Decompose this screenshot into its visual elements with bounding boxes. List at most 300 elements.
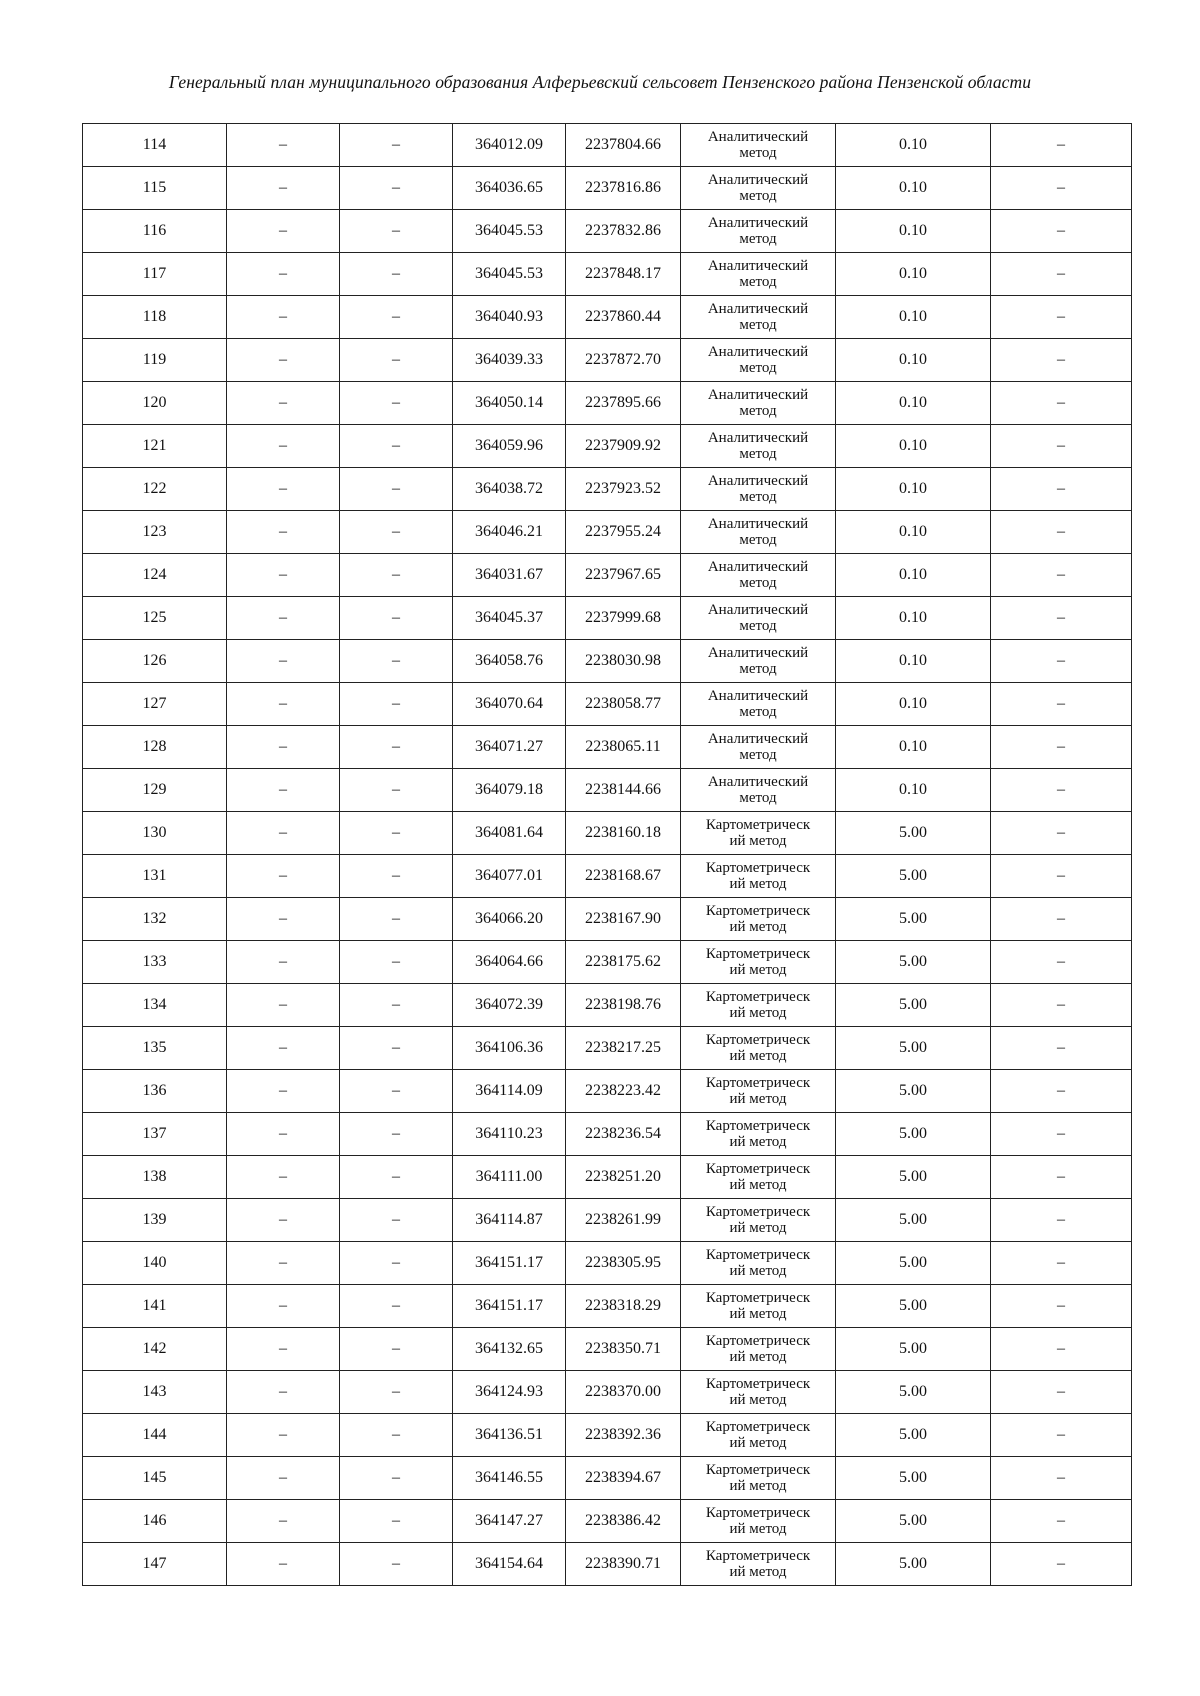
table-row — [83, 640, 1132, 683]
method-cell: Картометрическ ий метод — [681, 1242, 836, 1285]
point-number-cell: 141 — [83, 1285, 227, 1328]
x-coordinate-cell: 364045.53 — [453, 210, 566, 253]
x-coordinate-cell: 364058.76 — [453, 640, 566, 683]
method-cell: Картометрическ ий метод — [681, 984, 836, 1027]
description-cell: – — [991, 511, 1132, 554]
x-coordinate-cell: 364066.20 — [453, 898, 566, 941]
empty-cell-a: – — [227, 640, 340, 683]
point-number-cell: 136 — [83, 1070, 227, 1113]
accuracy-cell: 0.10 — [836, 339, 991, 382]
description-cell: – — [991, 1242, 1132, 1285]
description-cell: – — [991, 1457, 1132, 1500]
description-cell: – — [991, 812, 1132, 855]
x-coordinate-cell: 364081.64 — [453, 812, 566, 855]
x-coordinate-cell: 364110.23 — [453, 1113, 566, 1156]
accuracy-cell: 0.10 — [836, 554, 991, 597]
empty-cell-a: – — [227, 1070, 340, 1113]
description-cell: – — [991, 554, 1132, 597]
accuracy-cell: 0.10 — [836, 468, 991, 511]
description-cell: – — [991, 124, 1132, 167]
y-coordinate-cell: 2238261.99 — [566, 1199, 681, 1242]
x-coordinate-cell: 364151.17 — [453, 1242, 566, 1285]
accuracy-cell: 5.00 — [836, 1328, 991, 1371]
point-number-cell: 134 — [83, 984, 227, 1027]
table-row — [83, 1543, 1132, 1586]
method-cell: Картометрическ ий метод — [681, 1070, 836, 1113]
method-cell: Картометрическ ий метод — [681, 1543, 836, 1586]
method-cell: Аналитический метод — [681, 769, 836, 812]
x-coordinate-cell: 364147.27 — [453, 1500, 566, 1543]
method-cell: Аналитический метод — [681, 640, 836, 683]
y-coordinate-cell: 2238030.98 — [566, 640, 681, 683]
table-row — [83, 1328, 1132, 1371]
accuracy-cell: 0.10 — [836, 382, 991, 425]
point-number-cell: 143 — [83, 1371, 227, 1414]
empty-cell-a: – — [227, 124, 340, 167]
table-row — [83, 468, 1132, 511]
empty-cell-b: – — [340, 726, 453, 769]
y-coordinate-cell: 2238144.66 — [566, 769, 681, 812]
point-number-cell: 139 — [83, 1199, 227, 1242]
empty-cell-b: – — [340, 1242, 453, 1285]
empty-cell-b: – — [340, 812, 453, 855]
description-cell: – — [991, 597, 1132, 640]
empty-cell-b: – — [340, 1113, 453, 1156]
empty-cell-b: – — [340, 1199, 453, 1242]
table-row — [83, 1414, 1132, 1457]
point-number-cell: 146 — [83, 1500, 227, 1543]
point-number-cell: 147 — [83, 1543, 227, 1586]
description-cell: – — [991, 1500, 1132, 1543]
y-coordinate-cell: 2237860.44 — [566, 296, 681, 339]
empty-cell-a: – — [227, 1328, 340, 1371]
description-cell: – — [991, 253, 1132, 296]
empty-cell-b: – — [340, 253, 453, 296]
point-number-cell: 132 — [83, 898, 227, 941]
x-coordinate-cell: 364046.21 — [453, 511, 566, 554]
point-number-cell: 129 — [83, 769, 227, 812]
empty-cell-b: – — [340, 124, 453, 167]
coordinates-table — [82, 123, 1132, 1586]
table-row — [83, 210, 1132, 253]
table-row — [83, 769, 1132, 812]
y-coordinate-cell: 2237872.70 — [566, 339, 681, 382]
method-cell: Аналитический метод — [681, 253, 836, 296]
x-coordinate-cell: 364050.14 — [453, 382, 566, 425]
x-coordinate-cell: 364031.67 — [453, 554, 566, 597]
method-cell: Аналитический метод — [681, 296, 836, 339]
y-coordinate-cell: 2238223.42 — [566, 1070, 681, 1113]
description-cell: – — [991, 1543, 1132, 1586]
description-cell: – — [991, 1285, 1132, 1328]
point-number-cell: 127 — [83, 683, 227, 726]
empty-cell-a: – — [227, 984, 340, 1027]
x-coordinate-cell: 364136.51 — [453, 1414, 566, 1457]
empty-cell-b: – — [340, 210, 453, 253]
description-cell: – — [991, 1156, 1132, 1199]
description-cell: – — [991, 683, 1132, 726]
table-row — [83, 1070, 1132, 1113]
y-coordinate-cell: 2237923.52 — [566, 468, 681, 511]
empty-cell-a: – — [227, 726, 340, 769]
empty-cell-b: – — [340, 1414, 453, 1457]
description-cell: – — [991, 941, 1132, 984]
point-number-cell: 144 — [83, 1414, 227, 1457]
accuracy-cell: 5.00 — [836, 1543, 991, 1586]
table-body — [83, 124, 1132, 1586]
y-coordinate-cell: 2238318.29 — [566, 1285, 681, 1328]
method-cell: Аналитический метод — [681, 210, 836, 253]
empty-cell-a: – — [227, 1371, 340, 1414]
point-number-cell: 118 — [83, 296, 227, 339]
description-cell: – — [991, 1199, 1132, 1242]
y-coordinate-cell: 2238251.20 — [566, 1156, 681, 1199]
table-row — [83, 1500, 1132, 1543]
x-coordinate-cell: 364106.36 — [453, 1027, 566, 1070]
point-number-cell: 115 — [83, 167, 227, 210]
point-number-cell: 131 — [83, 855, 227, 898]
table-row — [83, 124, 1132, 167]
empty-cell-b: – — [340, 382, 453, 425]
x-coordinate-cell: 364039.33 — [453, 339, 566, 382]
point-number-cell: 124 — [83, 554, 227, 597]
description-cell: – — [991, 1113, 1132, 1156]
empty-cell-b: – — [340, 597, 453, 640]
table-row — [83, 1113, 1132, 1156]
empty-cell-a: – — [227, 1414, 340, 1457]
y-coordinate-cell: 2238065.11 — [566, 726, 681, 769]
table-row — [83, 855, 1132, 898]
table-row — [83, 812, 1132, 855]
empty-cell-a: – — [227, 812, 340, 855]
y-coordinate-cell: 2237832.86 — [566, 210, 681, 253]
y-coordinate-cell: 2238175.62 — [566, 941, 681, 984]
empty-cell-a: – — [227, 1199, 340, 1242]
table-row — [83, 898, 1132, 941]
x-coordinate-cell: 364072.39 — [453, 984, 566, 1027]
method-cell: Аналитический метод — [681, 554, 836, 597]
empty-cell-b: – — [340, 554, 453, 597]
table-row — [83, 1371, 1132, 1414]
point-number-cell: 120 — [83, 382, 227, 425]
empty-cell-b: – — [340, 339, 453, 382]
y-coordinate-cell: 2237909.92 — [566, 425, 681, 468]
description-cell: – — [991, 855, 1132, 898]
x-coordinate-cell: 364151.17 — [453, 1285, 566, 1328]
method-cell: Картометрическ ий метод — [681, 1027, 836, 1070]
y-coordinate-cell: 2238394.67 — [566, 1457, 681, 1500]
y-coordinate-cell: 2238198.76 — [566, 984, 681, 1027]
empty-cell-b: – — [340, 941, 453, 984]
method-cell: Картометрическ ий метод — [681, 1500, 836, 1543]
method-cell: Картометрическ ий метод — [681, 1113, 836, 1156]
empty-cell-b: – — [340, 769, 453, 812]
x-coordinate-cell: 364079.18 — [453, 769, 566, 812]
empty-cell-a: – — [227, 296, 340, 339]
x-coordinate-cell: 364064.66 — [453, 941, 566, 984]
y-coordinate-cell: 2237895.66 — [566, 382, 681, 425]
description-cell: – — [991, 1328, 1132, 1371]
method-cell: Картометрическ ий метод — [681, 941, 836, 984]
empty-cell-b: – — [340, 1500, 453, 1543]
accuracy-cell: 0.10 — [836, 511, 991, 554]
accuracy-cell: 5.00 — [836, 1414, 991, 1457]
description-cell: – — [991, 468, 1132, 511]
accuracy-cell: 5.00 — [836, 812, 991, 855]
method-cell: Картометрическ ий метод — [681, 1457, 836, 1500]
y-coordinate-cell: 2237816.86 — [566, 167, 681, 210]
point-number-cell: 145 — [83, 1457, 227, 1500]
table-row — [83, 726, 1132, 769]
description-cell: – — [991, 296, 1132, 339]
accuracy-cell: 0.10 — [836, 167, 991, 210]
x-coordinate-cell: 364146.55 — [453, 1457, 566, 1500]
x-coordinate-cell: 364077.01 — [453, 855, 566, 898]
empty-cell-b: – — [340, 683, 453, 726]
y-coordinate-cell: 2238160.18 — [566, 812, 681, 855]
description-cell: – — [991, 1027, 1132, 1070]
empty-cell-a: – — [227, 898, 340, 941]
empty-cell-a: – — [227, 210, 340, 253]
page-header: Генеральный план муниципального образования Алферьевский сельсовет Пензенского района Пензенской области — [168, 72, 1032, 92]
method-cell: Аналитический метод — [681, 167, 836, 210]
method-cell: Картометрическ ий метод — [681, 1285, 836, 1328]
point-number-cell: 140 — [83, 1242, 227, 1285]
y-coordinate-cell: 2238217.25 — [566, 1027, 681, 1070]
empty-cell-b: – — [340, 296, 453, 339]
point-number-cell: 138 — [83, 1156, 227, 1199]
empty-cell-a: – — [227, 1027, 340, 1070]
accuracy-cell: 5.00 — [836, 1199, 991, 1242]
empty-cell-b: – — [340, 1328, 453, 1371]
empty-cell-b: – — [340, 468, 453, 511]
accuracy-cell: 5.00 — [836, 1371, 991, 1414]
table-row — [83, 382, 1132, 425]
description-cell: – — [991, 339, 1132, 382]
accuracy-cell: 5.00 — [836, 1070, 991, 1113]
y-coordinate-cell: 2238392.36 — [566, 1414, 681, 1457]
x-coordinate-cell: 364070.64 — [453, 683, 566, 726]
x-coordinate-cell: 364045.37 — [453, 597, 566, 640]
empty-cell-b: – — [340, 898, 453, 941]
method-cell: Картометрическ ий метод — [681, 1371, 836, 1414]
method-cell: Картометрическ ий метод — [681, 898, 836, 941]
table-row — [83, 1027, 1132, 1070]
method-cell: Аналитический метод — [681, 124, 836, 167]
empty-cell-a: – — [227, 1500, 340, 1543]
y-coordinate-cell: 2238058.77 — [566, 683, 681, 726]
point-number-cell: 119 — [83, 339, 227, 382]
x-coordinate-cell: 364114.09 — [453, 1070, 566, 1113]
empty-cell-a: – — [227, 683, 340, 726]
empty-cell-a: – — [227, 1113, 340, 1156]
x-coordinate-cell: 364124.93 — [453, 1371, 566, 1414]
empty-cell-b: – — [340, 855, 453, 898]
table-row — [83, 511, 1132, 554]
x-coordinate-cell: 364111.00 — [453, 1156, 566, 1199]
table-row — [83, 984, 1132, 1027]
table-row — [83, 1199, 1132, 1242]
accuracy-cell: 0.10 — [836, 210, 991, 253]
empty-cell-a: – — [227, 941, 340, 984]
empty-cell-a: – — [227, 468, 340, 511]
point-number-cell: 117 — [83, 253, 227, 296]
point-number-cell: 142 — [83, 1328, 227, 1371]
point-number-cell: 137 — [83, 1113, 227, 1156]
y-coordinate-cell: 2238370.00 — [566, 1371, 681, 1414]
point-number-cell: 128 — [83, 726, 227, 769]
empty-cell-a: – — [227, 1285, 340, 1328]
method-cell: Аналитический метод — [681, 726, 836, 769]
table-row — [83, 1156, 1132, 1199]
accuracy-cell: 0.10 — [836, 124, 991, 167]
point-number-cell: 123 — [83, 511, 227, 554]
accuracy-cell: 0.10 — [836, 726, 991, 769]
y-coordinate-cell: 2237804.66 — [566, 124, 681, 167]
empty-cell-b: – — [340, 511, 453, 554]
table-row — [83, 1457, 1132, 1500]
accuracy-cell: 5.00 — [836, 984, 991, 1027]
y-coordinate-cell: 2238386.42 — [566, 1500, 681, 1543]
empty-cell-a: – — [227, 1543, 340, 1586]
x-coordinate-cell: 364059.96 — [453, 425, 566, 468]
accuracy-cell: 0.10 — [836, 253, 991, 296]
x-coordinate-cell: 364045.53 — [453, 253, 566, 296]
description-cell: – — [991, 210, 1132, 253]
y-coordinate-cell: 2237848.17 — [566, 253, 681, 296]
table-row — [83, 339, 1132, 382]
description-cell: – — [991, 769, 1132, 812]
empty-cell-a: – — [227, 382, 340, 425]
description-cell: – — [991, 425, 1132, 468]
accuracy-cell: 5.00 — [836, 1285, 991, 1328]
accuracy-cell: 0.10 — [836, 640, 991, 683]
empty-cell-b: – — [340, 425, 453, 468]
point-number-cell: 126 — [83, 640, 227, 683]
empty-cell-b: – — [340, 1027, 453, 1070]
empty-cell-a: – — [227, 855, 340, 898]
x-coordinate-cell: 364012.09 — [453, 124, 566, 167]
method-cell: Картометрическ ий метод — [681, 1199, 836, 1242]
empty-cell-b: – — [340, 640, 453, 683]
x-coordinate-cell: 364040.93 — [453, 296, 566, 339]
empty-cell-a: – — [227, 253, 340, 296]
table-row — [83, 683, 1132, 726]
empty-cell-b: – — [340, 1156, 453, 1199]
accuracy-cell: 5.00 — [836, 1156, 991, 1199]
empty-cell-a: – — [227, 597, 340, 640]
description-cell: – — [991, 1414, 1132, 1457]
accuracy-cell: 0.10 — [836, 769, 991, 812]
point-number-cell: 122 — [83, 468, 227, 511]
y-coordinate-cell: 2238305.95 — [566, 1242, 681, 1285]
y-coordinate-cell: 2238168.67 — [566, 855, 681, 898]
method-cell: Аналитический метод — [681, 425, 836, 468]
method-cell: Картометрическ ий метод — [681, 1328, 836, 1371]
x-coordinate-cell: 364038.72 — [453, 468, 566, 511]
x-coordinate-cell: 364071.27 — [453, 726, 566, 769]
accuracy-cell: 5.00 — [836, 941, 991, 984]
table-row — [83, 296, 1132, 339]
table-row — [83, 253, 1132, 296]
method-cell: Аналитический метод — [681, 683, 836, 726]
empty-cell-b: – — [340, 1543, 453, 1586]
accuracy-cell: 5.00 — [836, 1457, 991, 1500]
y-coordinate-cell: 2237955.24 — [566, 511, 681, 554]
empty-cell-a: – — [227, 425, 340, 468]
table-row — [83, 941, 1132, 984]
point-number-cell: 121 — [83, 425, 227, 468]
method-cell: Картометрическ ий метод — [681, 1414, 836, 1457]
accuracy-cell: 5.00 — [836, 1500, 991, 1543]
method-cell: Аналитический метод — [681, 597, 836, 640]
description-cell: – — [991, 898, 1132, 941]
y-coordinate-cell: 2238390.71 — [566, 1543, 681, 1586]
x-coordinate-cell: 364132.65 — [453, 1328, 566, 1371]
y-coordinate-cell: 2237967.65 — [566, 554, 681, 597]
empty-cell-a: – — [227, 554, 340, 597]
empty-cell-b: – — [340, 167, 453, 210]
table-row — [83, 554, 1132, 597]
y-coordinate-cell: 2237999.68 — [566, 597, 681, 640]
empty-cell-b: – — [340, 1285, 453, 1328]
empty-cell-b: – — [340, 1371, 453, 1414]
empty-cell-a: – — [227, 1457, 340, 1500]
accuracy-cell: 0.10 — [836, 683, 991, 726]
y-coordinate-cell: 2238167.90 — [566, 898, 681, 941]
description-cell: – — [991, 1070, 1132, 1113]
table-row — [83, 597, 1132, 640]
x-coordinate-cell: 364114.87 — [453, 1199, 566, 1242]
table-row — [83, 1242, 1132, 1285]
x-coordinate-cell: 364154.64 — [453, 1543, 566, 1586]
accuracy-cell: 5.00 — [836, 1027, 991, 1070]
x-coordinate-cell: 364036.65 — [453, 167, 566, 210]
method-cell: Аналитический метод — [681, 339, 836, 382]
point-number-cell: 114 — [83, 124, 227, 167]
table-row — [83, 1285, 1132, 1328]
point-number-cell: 116 — [83, 210, 227, 253]
description-cell: – — [991, 640, 1132, 683]
method-cell: Аналитический метод — [681, 382, 836, 425]
empty-cell-b: – — [340, 1070, 453, 1113]
method-cell: Картометрическ ий метод — [681, 855, 836, 898]
method-cell: Картометрическ ий метод — [681, 812, 836, 855]
empty-cell-b: – — [340, 984, 453, 1027]
empty-cell-a: – — [227, 511, 340, 554]
empty-cell-a: – — [227, 1242, 340, 1285]
y-coordinate-cell: 2238350.71 — [566, 1328, 681, 1371]
description-cell: – — [991, 167, 1132, 210]
empty-cell-a: – — [227, 167, 340, 210]
point-number-cell: 130 — [83, 812, 227, 855]
accuracy-cell: 0.10 — [836, 597, 991, 640]
accuracy-cell: 0.10 — [836, 296, 991, 339]
empty-cell-b: – — [340, 1457, 453, 1500]
description-cell: – — [991, 984, 1132, 1027]
method-cell: Картометрическ ий метод — [681, 1156, 836, 1199]
accuracy-cell: 5.00 — [836, 855, 991, 898]
method-cell: Аналитический метод — [681, 511, 836, 554]
description-cell: – — [991, 1371, 1132, 1414]
table-row — [83, 167, 1132, 210]
point-number-cell: 135 — [83, 1027, 227, 1070]
method-cell: Аналитический метод — [681, 468, 836, 511]
table-row — [83, 425, 1132, 468]
accuracy-cell: 5.00 — [836, 1242, 991, 1285]
accuracy-cell: 5.00 — [836, 1113, 991, 1156]
empty-cell-a: – — [227, 1156, 340, 1199]
